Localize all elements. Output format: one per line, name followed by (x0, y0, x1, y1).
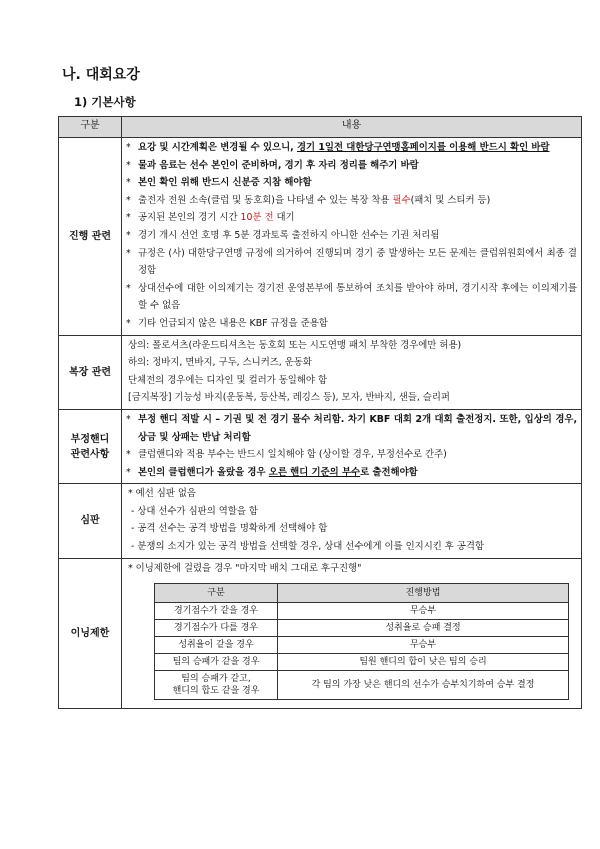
bullet-item (126, 157, 577, 175)
bullet-text (138, 280, 577, 315)
subsection-heading: 1) 기본사항 (74, 95, 136, 109)
table-header-row (59, 117, 582, 138)
sub-cell-condition: 성취율이 같을 경우 (155, 637, 278, 654)
rules-table (58, 116, 582, 709)
bullet-item (126, 280, 577, 315)
bullet-mark: * (126, 142, 131, 153)
sub-cell-method: 성취율로 승패 결정 (278, 620, 569, 637)
row-referee (59, 484, 582, 558)
bullet-item (126, 227, 577, 245)
bullet-item (126, 446, 577, 464)
text-segment: 본인 확인 위해 반드시 신분증 지참 해야함 (138, 177, 312, 189)
bullet-text (138, 464, 577, 482)
table-row (155, 620, 569, 637)
sub-cell-condition: 경기점수가 같을 경우 (155, 603, 278, 620)
row-progress (59, 138, 582, 336)
sub-header-method: 진행방법 (278, 584, 569, 603)
category-referee: 심판 (59, 484, 122, 558)
overtime-note: * 이닝제한에 걸렸을 경우 "마지막 배치 그대로 후구진행" (128, 562, 362, 574)
content-line: 상의: 폴로셔츠(라운드티셔츠는 동호회 또는 시도연맹 패치 부착한 경우에만 허용) (128, 339, 462, 351)
bullet-mark: * (126, 449, 131, 461)
bullet-text (138, 245, 577, 280)
content-line: - 공격 선수는 공격 방법을 명확하게 선택해야 함 (128, 523, 328, 535)
bullet-item (126, 139, 577, 157)
content-line: - 상대 선수가 심판의 역할을 함 (128, 505, 258, 517)
overtime-subtable (154, 583, 569, 700)
bullet-mark: * (126, 177, 131, 189)
sub-cell-condition: 팀의 승패가 같고, 핸디의 합도 같을 경우 (155, 671, 278, 700)
text-segment: 오른 핸디 기준의 부수 (268, 466, 361, 478)
row-overtime (59, 558, 582, 709)
bullet-mark: * (126, 317, 131, 329)
bullet-text (138, 315, 577, 333)
text-segment: 공지된 본인의 경기 시간 (138, 212, 241, 224)
bullet-text (138, 209, 577, 227)
bullet-mark: * (126, 282, 131, 294)
sub-cell-condition: 경기점수가 다를 경우 (155, 620, 278, 637)
bullet-item (126, 315, 577, 333)
content-line: 단체전의 경우에는 디자인 및 컬러가 동일해야 함 (128, 374, 328, 386)
content-line: - 분쟁의 소지가 있는 공격 방법을 선택할 경우, 상대 선수에게 이를 인지시킨 후 공격함 (128, 541, 484, 553)
row-attire (59, 335, 582, 409)
bullet-item (126, 411, 577, 446)
text-segment: 물과 음료는 선수 본인이 준비하며, 경기 후 자리 정리를 해주기 바람 (138, 159, 419, 171)
bullet-text (138, 192, 577, 210)
sub-cell-method: 무승부 (278, 637, 569, 654)
bullet-mark: * (126, 212, 131, 224)
text-segment: 필수 (392, 194, 411, 206)
sub-cell-method: 각 팀의 가장 낮은 핸디의 선수가 승부치기하여 승부 결정 (278, 671, 569, 700)
bullet-text (138, 139, 577, 157)
text-segment: (패치 및 스티커 등) (410, 194, 491, 206)
bullet-mark: * (126, 194, 131, 206)
bullet-mark: * (126, 229, 131, 241)
sub-cell-condition: 팀의 승패가 같을 경우 (155, 654, 278, 671)
table-row (155, 671, 569, 700)
text-segment: 본인의 클럽핸디가 올랐을 경우 (138, 466, 269, 478)
table-row (155, 637, 569, 654)
progress-content (122, 138, 582, 336)
text-segment: 요강 및 시간계획은 변경될 수 있으니, (138, 142, 297, 153)
bullet-item (126, 245, 577, 280)
content-line: * 예선 심판 없음 (128, 488, 196, 500)
category-progress: 진행 관련 (59, 138, 122, 336)
header-content: 내용 (122, 117, 582, 138)
text-segment: 경기 1일전 대한당구연맹홈페이지를 이용해 반드시 확인 바람 (297, 142, 550, 153)
bullet-mark: * (126, 466, 131, 478)
category-attire: 복장 관련 (59, 335, 122, 409)
row-handicap (59, 409, 582, 483)
text-segment: 부정 핸디 적발 시 – 기권 및 전 경기 몰수 처리함. 차기 KBF 대회 2개 대회 출전정지. 또한, 입상의 경우, 상금 및 상패는 반납 처리함 (138, 413, 577, 443)
overtime-content (122, 558, 582, 709)
bullet-item (126, 464, 577, 482)
category-handicap: 부정핸디 관련사항 (59, 409, 122, 483)
sub-cell-method: 팀원 핸디의 합이 낮은 팀의 승리 (278, 654, 569, 671)
category-overtime: 이닝제한 (59, 558, 122, 709)
bullet-text (138, 157, 577, 175)
text-segment: 로 출전해야함 (360, 466, 418, 478)
bullet-item (126, 209, 577, 227)
text-segment: 출전자 전원 소속(클럽 및 동호회)을 나타낼 수 있는 복장 착용 (138, 194, 393, 206)
sub-header-category: 구분 (155, 584, 278, 603)
text-segment: 규정은 (사) 대한당구연맹 규정에 의거하여 진행되며 경기 중 발생하는 모든 문제는 클럽위원회에서 최종 결정함 (138, 247, 577, 277)
text-segment: 대기 (273, 212, 295, 224)
handicap-content (122, 409, 582, 483)
attire-content (122, 335, 582, 409)
bullet-text (138, 446, 577, 464)
text-segment: 클럽핸디와 적용 부수는 반드시 일치해야 함 (상이할 경우, 부정선수로 간주) (138, 449, 447, 461)
table-row (155, 603, 569, 620)
bullet-mark: * (126, 159, 131, 171)
content-line: 하의: 정바지, 면바지, 구두, 스니커즈, 운동화 (128, 357, 312, 369)
bullet-mark: * (126, 413, 131, 425)
sub-cell-method: 무승부 (278, 603, 569, 620)
text-segment: 10분 전 (240, 212, 274, 224)
bullet-mark: * (126, 247, 131, 259)
bullet-text (138, 411, 577, 446)
header-category: 구분 (59, 117, 122, 138)
bullet-item (126, 174, 577, 192)
bullet-text (138, 174, 577, 192)
text-segment: 경기 개시 선언 호명 후 5분 경과토록 출전하지 아니한 선수는 기권 처리됨 (138, 229, 440, 241)
content-line: [금지복장] 기능성 바지(운동복, 등산복, 레깅스 등), 모자, 반바지, 샌들, 슬리퍼 (128, 392, 450, 404)
bullet-text (138, 227, 577, 245)
referee-content (122, 484, 582, 558)
bullet-item (126, 192, 577, 210)
section-heading: 나. 대회요강 (62, 67, 140, 83)
text-segment: 상대선수에 대한 이의제기는 경기전 운영본부에 통보하여 조치를 받아야 하며, 경기시작 후에는 이의제기를 할 수 없음 (138, 282, 577, 312)
text-segment: 기타 언급되지 않은 내용은 KBF 규정을 준용함 (138, 317, 328, 329)
table-row (155, 654, 569, 671)
